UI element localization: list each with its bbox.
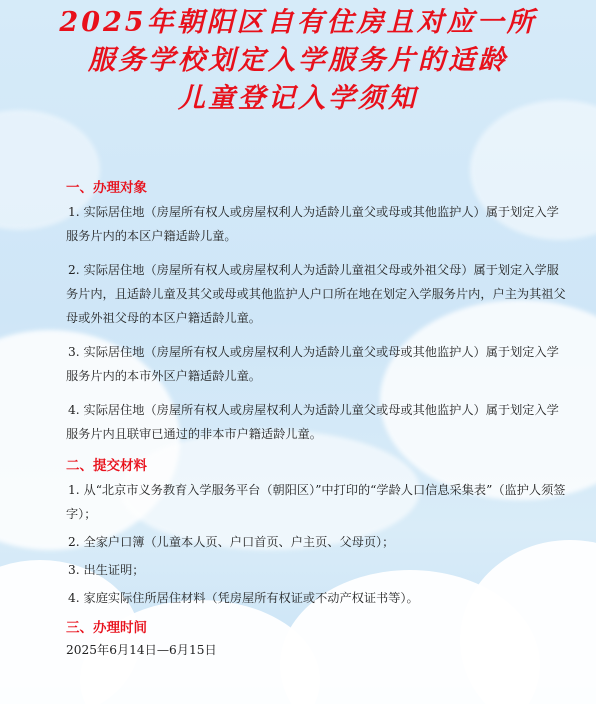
materials-item-1: 1. 从“北京市义务教育入学服务平台（朝阳区）”中打印的“学龄人口信息采集表”（监护人须签字）；: [66, 483, 566, 521]
section-heading: 一、办理对象: [66, 180, 147, 196]
eligibility-item-2: 2. 实际居住地（房屋所有权人或房屋权利人为适龄儿童祖父母或外祖父母）属于划定入学服务片内，且适龄儿童及其父或母或其他监护人户口所在地在划定入学服务片内，户主为其祖父母或外祖父母的本区户籍适龄儿童。: [66, 263, 566, 325]
eligibility-item-4: 4. 实际居住地（房屋所有权人或房屋权利人为适龄儿童父或母或其他监护人）属于划定入学服务片内且联审已通过的非本市户籍适龄儿童。: [66, 403, 559, 441]
section-heading: 二、提交材料: [66, 458, 147, 474]
title-line-3: 儿童登记入学须知: [178, 83, 418, 114]
section-heading: 三、办理时间: [66, 620, 147, 636]
section-materials: [66, 456, 566, 610]
section-time: [66, 618, 566, 660]
title-line-1: 2025年朝阳区自有住房且对应一所: [59, 7, 537, 38]
materials-item-2: 2. 全家户口簿（儿童本人页、户口首页、户主页、父母页）；: [68, 535, 395, 549]
page-title: [0, 4, 596, 118]
materials-item-3: 3. 出生证明；: [68, 563, 145, 577]
registration-dates: 2025年6月14日—6月15日: [66, 643, 217, 657]
eligibility-item-1: 1. 实际居住地（房屋所有权人或房屋权利人为适龄儿童父或母或其他监护人）属于划定入学服务片内的本区户籍适龄儿童。: [66, 205, 559, 243]
section-eligibility: [66, 178, 566, 446]
eligibility-item-3: 3. 实际居住地（房屋所有权人或房屋权利人为适龄儿童父或母或其他监护人）属于划定入学服务片内的本市外区户籍适龄儿童。: [66, 345, 559, 383]
materials-item-4: 4. 家庭实际住所居住材料（凭房屋所有权证或不动产权证书等）。: [68, 591, 419, 605]
notice-content: [66, 178, 566, 660]
title-line-2: 服务学校划定入学服务片的适龄: [88, 45, 508, 76]
